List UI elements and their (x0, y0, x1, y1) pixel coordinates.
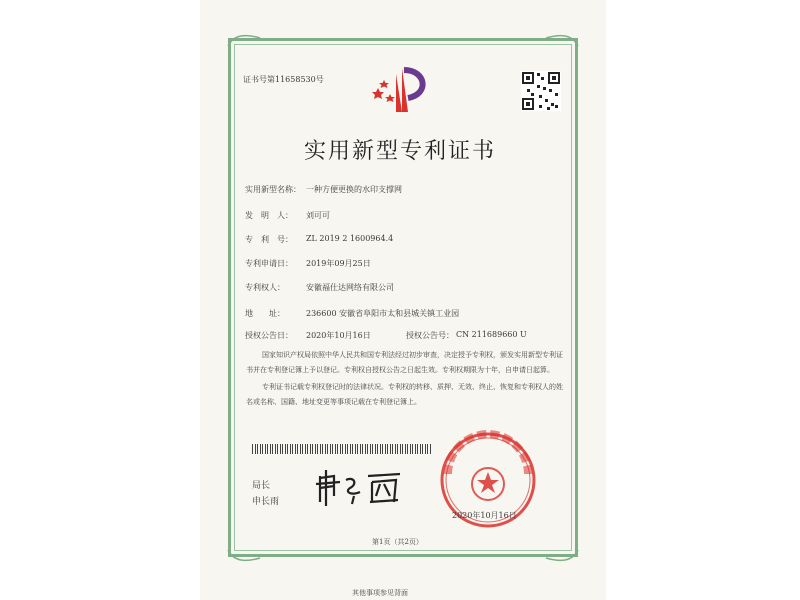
footer-note: 其他事项参见背面 (352, 589, 408, 597)
patent-office-logo (368, 64, 436, 116)
corner-ornament-top-right (544, 34, 580, 48)
announce-date-value: 2020年10月16日 (306, 331, 371, 340)
field-label-filing-date: 专利申请日： (245, 259, 293, 268)
field-label-inventor: 发 明 人： (245, 211, 293, 220)
signature-title-2: 申长雨 (252, 497, 280, 507)
certificate-title: 实用新型专利证书 (303, 139, 496, 164)
field-value-filing-date: 2019年09月25日 (306, 259, 371, 268)
corner-ornament-top-left (226, 34, 262, 48)
field-value-patentee: 安徽福仕达网络有限公司 (306, 283, 394, 292)
announce-date-label: 授权公告日： (245, 331, 293, 340)
seal-date: 2020年10月16日 (452, 511, 517, 520)
field-label-name: 实用新型名称： (245, 185, 301, 194)
field-label-address: 地 址： (245, 309, 285, 318)
field-label-patentee: 专利权人： (245, 283, 285, 292)
paragraph-grant: 国家知识产权局依照中华人民共和国专利法经过初步审查，决定授予专利权，颁发实用新型专利证书并在专利登记簿上予以登记。专利权自授权公告之日起生效。专利权期限为十年，自申请日起算。 (246, 351, 563, 374)
field-value-patent-no: ZL 2019 2 1600964.4 (306, 234, 394, 243)
announce-no-value: CN 211689660 U (456, 330, 527, 339)
signature-title-1: 局长 (252, 481, 271, 491)
qr-code (521, 71, 561, 111)
announce-no-label: 授权公告号： (406, 331, 454, 340)
corner-ornament-bottom-left (226, 548, 262, 562)
barcode (252, 444, 432, 454)
corner-ornament-bottom-right (544, 548, 580, 562)
page-number: 第1页（共2页） (372, 538, 423, 546)
paragraph-register: 专利证书记载专利权登记时的法律状况。专利权的转移、质押、无效、终止、恢复和专利权人的姓名或名称、国籍、地址变更等事项记载在专利登记簿上。 (246, 383, 563, 406)
field-value-name: 一种方便更换的水印支撑网 (306, 185, 402, 194)
handwritten-signature (314, 466, 406, 508)
field-label-patent-no: 专 利 号： (245, 235, 293, 244)
field-value-inventor: 刘可可 (306, 211, 330, 220)
certificate-number: 证书号第11658530号 (243, 75, 324, 84)
field-value-address: 236600 安徽省阜阳市太和县城关镇工业园 (306, 309, 460, 318)
